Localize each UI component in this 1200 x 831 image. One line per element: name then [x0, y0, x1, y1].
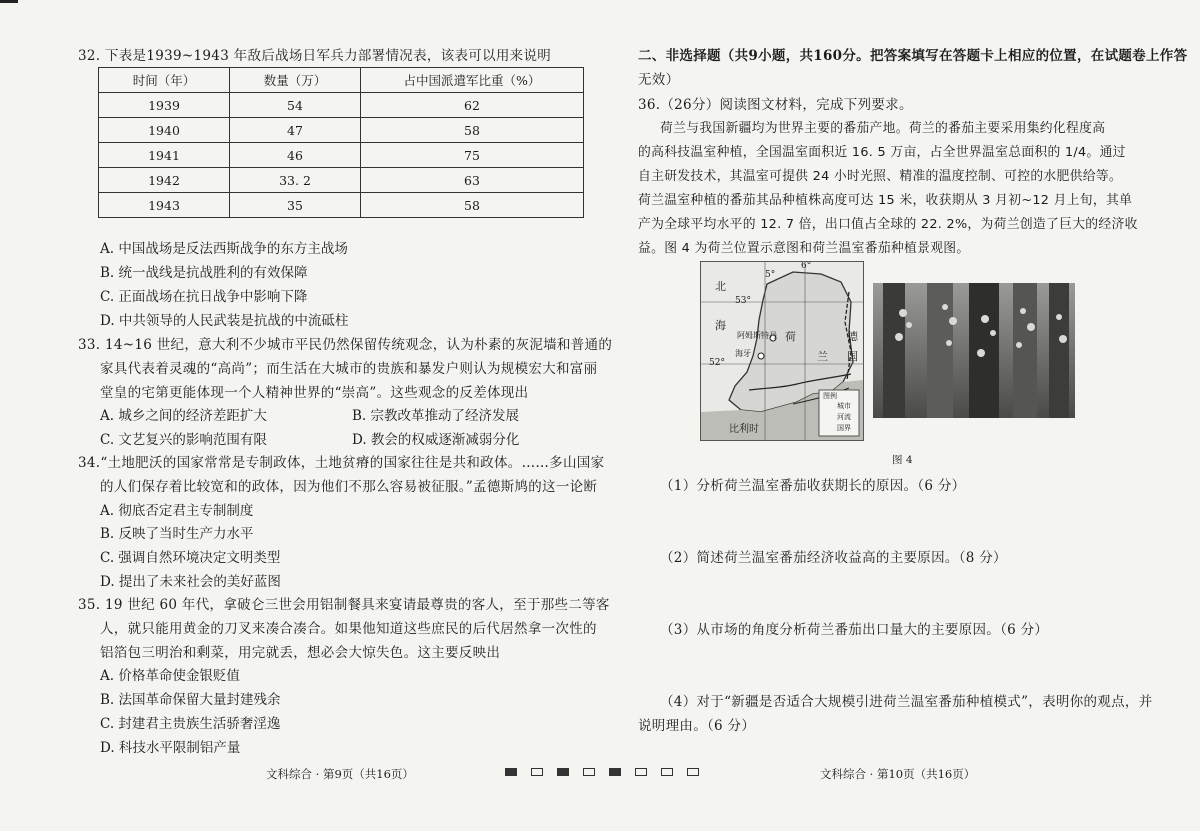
table-row [99, 193, 584, 218]
q32-option-b: B. 统一战线是抗战胜利的有效保障 [100, 265, 308, 281]
table-row [99, 118, 584, 143]
q34-option-c: C. 强调自然环境决定文明类型 [100, 550, 281, 566]
table-row [99, 93, 584, 118]
q35-stem-line2: 人，就只能用黄金的刀叉来凑合凑合。如果他知道这些庶民的后代居然拿一次性的 [100, 621, 597, 637]
table-cell: 54 [230, 93, 361, 118]
q36-paragraph-line: 荷兰与我国新疆均为世界主要的番茄产地。荷兰的番茄主要采用集约化程度高 [660, 121, 1106, 136]
q32-option-c: C. 正面战场在抗日战争中影响下降 [100, 289, 308, 305]
q34-stem-line1: 34.“土地肥沃的国家常常是专制政体，土地贫瘠的国家往往是共和政体。……多山国家 [78, 455, 605, 471]
map-legend-title: 图例 [823, 392, 837, 400]
map-label-germany: 德 [847, 330, 858, 343]
table-cell: 35 [230, 193, 361, 218]
netherlands-location-map [700, 261, 864, 441]
table-cell: 58 [361, 193, 584, 218]
table-cell: 1942 [99, 168, 230, 193]
q33-option-a: A. 城乡之间的经济差距扩大 [100, 408, 267, 424]
q32-option-d: D. 中共领导的人民武装是抗战的中流砥柱 [100, 313, 349, 329]
table-cell: 1939 [99, 93, 230, 118]
q32-table [98, 67, 584, 218]
q36-sub1: （1）分析荷兰温室番茄收获期长的原因。（6 分） [660, 478, 966, 494]
page-dot [687, 768, 699, 776]
page-dot [583, 768, 595, 776]
q32-stem: 32. 下表是1939~1943 年敌后战场日军兵力部署情况表，该表可以用来说明 [78, 48, 552, 64]
map-label-amsterdam: 阿姆斯特丹 [737, 331, 777, 340]
q36-paragraph-line: 自主研发技术，其温室可提供 24 小时光照、精准的温度控制、可控的水肥供给等。 [638, 169, 1123, 184]
table-header-cell: 数量（万） [230, 68, 361, 93]
table-header-row [99, 68, 584, 93]
page-dot [531, 768, 543, 776]
q35-option-c: C. 封建君主贵族生活骄奢淫逸 [100, 716, 281, 732]
map-label-germany: 国 [847, 350, 858, 363]
page-indicator [505, 768, 699, 776]
q34-option-b: B. 反映了当时生产力水平 [100, 526, 254, 542]
q33-option-b: B. 宗教改革推动了经济发展 [352, 408, 520, 424]
q33-stem-line1: 33. 14~16 世纪，意大利不少城市平民仍然保留传统观念，认为朴素的灰泥墙和普通的 [78, 337, 613, 353]
figure-caption: 图 4 [892, 454, 913, 466]
q34-option-a: A. 彻底否定君主专制制度 [100, 503, 254, 519]
photo-drawing [873, 283, 1075, 418]
table-cell: 46 [230, 143, 361, 168]
q32-option-a: A. 中国战场是反法西斯战争的东方主战场 [100, 241, 348, 257]
map-label-hague: 海牙 [735, 349, 751, 358]
right-page-footer: 文科综合 · 第10页（共16页） [820, 767, 976, 781]
map-label-netherlands: 兰 [817, 350, 828, 363]
map-label-netherlands: 荷 [785, 330, 796, 343]
q35-option-a: A. 价格革命使金银贬值 [100, 668, 240, 684]
q34-stem-line2: 的人们保存着比较宽和的政体，因为他们不那么容易被征服。”孟德斯鸠的这一论断 [100, 479, 598, 495]
section-heading-line2: 无效） [638, 72, 680, 88]
map-label-lat: 52° [709, 358, 725, 368]
map-label-lon: 6° [801, 261, 812, 271]
table-cell: 1940 [99, 118, 230, 143]
page-dot [609, 768, 621, 776]
q33-stem-line3: 堂皇的宅第更能体现一个人精神世界的“崇高”。这些观念的反差体现出 [100, 385, 529, 401]
q33-option-c: C. 文艺复兴的影响范围有限 [100, 432, 267, 448]
city-marker [758, 353, 764, 359]
q36-sub3: （3）从市场的角度分析荷兰番茄出口量大的主要原因。（6 分） [660, 622, 1049, 638]
map-legend-city: 城市 [837, 402, 851, 410]
page-dot [505, 768, 517, 776]
table-cell: 63 [361, 168, 584, 193]
q36-paragraph-line: 益。图 4 为荷兰位置示意图和荷兰温室番茄种植景观图。 [638, 241, 970, 256]
page-dot [557, 768, 569, 776]
map-label-sea: 海 [715, 319, 726, 332]
page-dot [635, 768, 647, 776]
table-cell: 62 [361, 93, 584, 118]
table-header-cell: 时间（年） [99, 68, 230, 93]
map-label-sea: 北 [715, 280, 726, 293]
table-cell: 33. 2 [230, 168, 361, 193]
q35-option-d: D. 科技水平限制铝产量 [100, 740, 241, 756]
q35-stem-line1: 35. 19 世纪 60 年代，拿破仑三世会用铝制餐具来宴请最尊贵的客人，至于那些二等客 [78, 597, 610, 613]
q36-paragraph-line: 的高科技温室种植，全国温室面积近 16. 5 万亩，占全世界温室总面积的 1/4。通过 [638, 145, 1126, 160]
map-label-lon: 5° [765, 270, 776, 280]
q36-paragraph-line: 荷兰温室种植的番茄其品种植株高度可达 15 米，收获期从 3 月初~12 月上旬，其单 [638, 193, 1133, 208]
greenhouse-tomato-photo [873, 283, 1075, 418]
q33-option-d: D. 教会的权威逐渐减弱分化 [352, 432, 520, 448]
table-header-cell: 占中国派遣军比重（%） [361, 68, 584, 93]
table-cell: 1943 [99, 193, 230, 218]
table-row [99, 168, 584, 193]
left-page-footer: 文科综合 · 第9页（共16页） [266, 767, 414, 781]
q33-stem-line2: 家具代表着灵魂的“高尚”；而生活在大城市的贵族和暴发户则认为规模宏大和富丽 [100, 361, 598, 377]
table-cell: 1941 [99, 143, 230, 168]
page-dot [661, 768, 673, 776]
q36-sub4-line1: （4）对于“新疆是否适合大规模引进荷兰温室番茄种植模式”，表明你的观点，并 [660, 694, 1153, 710]
q36-title: 36.（26分）阅读图文材料，完成下列要求。 [638, 97, 913, 113]
map-label-lat: 53° [735, 296, 751, 306]
q36-paragraph-line: 产为全球平均水平的 12. 7 倍，出口值占全球的 22. 2%，为荷兰创造了巨大的经济收 [638, 217, 1138, 232]
table-cell: 75 [361, 143, 584, 168]
q36-sub2: （2）简述荷兰温室番茄经济收益高的主要原因。（8 分） [660, 550, 1007, 566]
q36-sub4-line2: 说明理由。（6 分） [638, 718, 756, 734]
table-cell: 47 [230, 118, 361, 143]
q35-option-b: B. 法国革命保留大量封建残余 [100, 692, 281, 708]
q34-option-d: D. 提出了未来社会的美好蓝图 [100, 574, 281, 590]
table-cell: 58 [361, 118, 584, 143]
q35-stem-line3: 铝箔包三明治和剩菜，用完就丢，想必会大惊失色。这主要反映出 [100, 645, 501, 661]
section-heading-line1: 二、非选择题（共9小题，共160分。把答案填写在答题卡上相应的位置，在试题卷上作答 [638, 48, 1188, 64]
map-legend-river: 河流 [837, 413, 851, 421]
map-legend-border: 国界 [837, 424, 851, 432]
table-row [99, 143, 584, 168]
map-label-belgium: 比利时 [729, 424, 759, 435]
